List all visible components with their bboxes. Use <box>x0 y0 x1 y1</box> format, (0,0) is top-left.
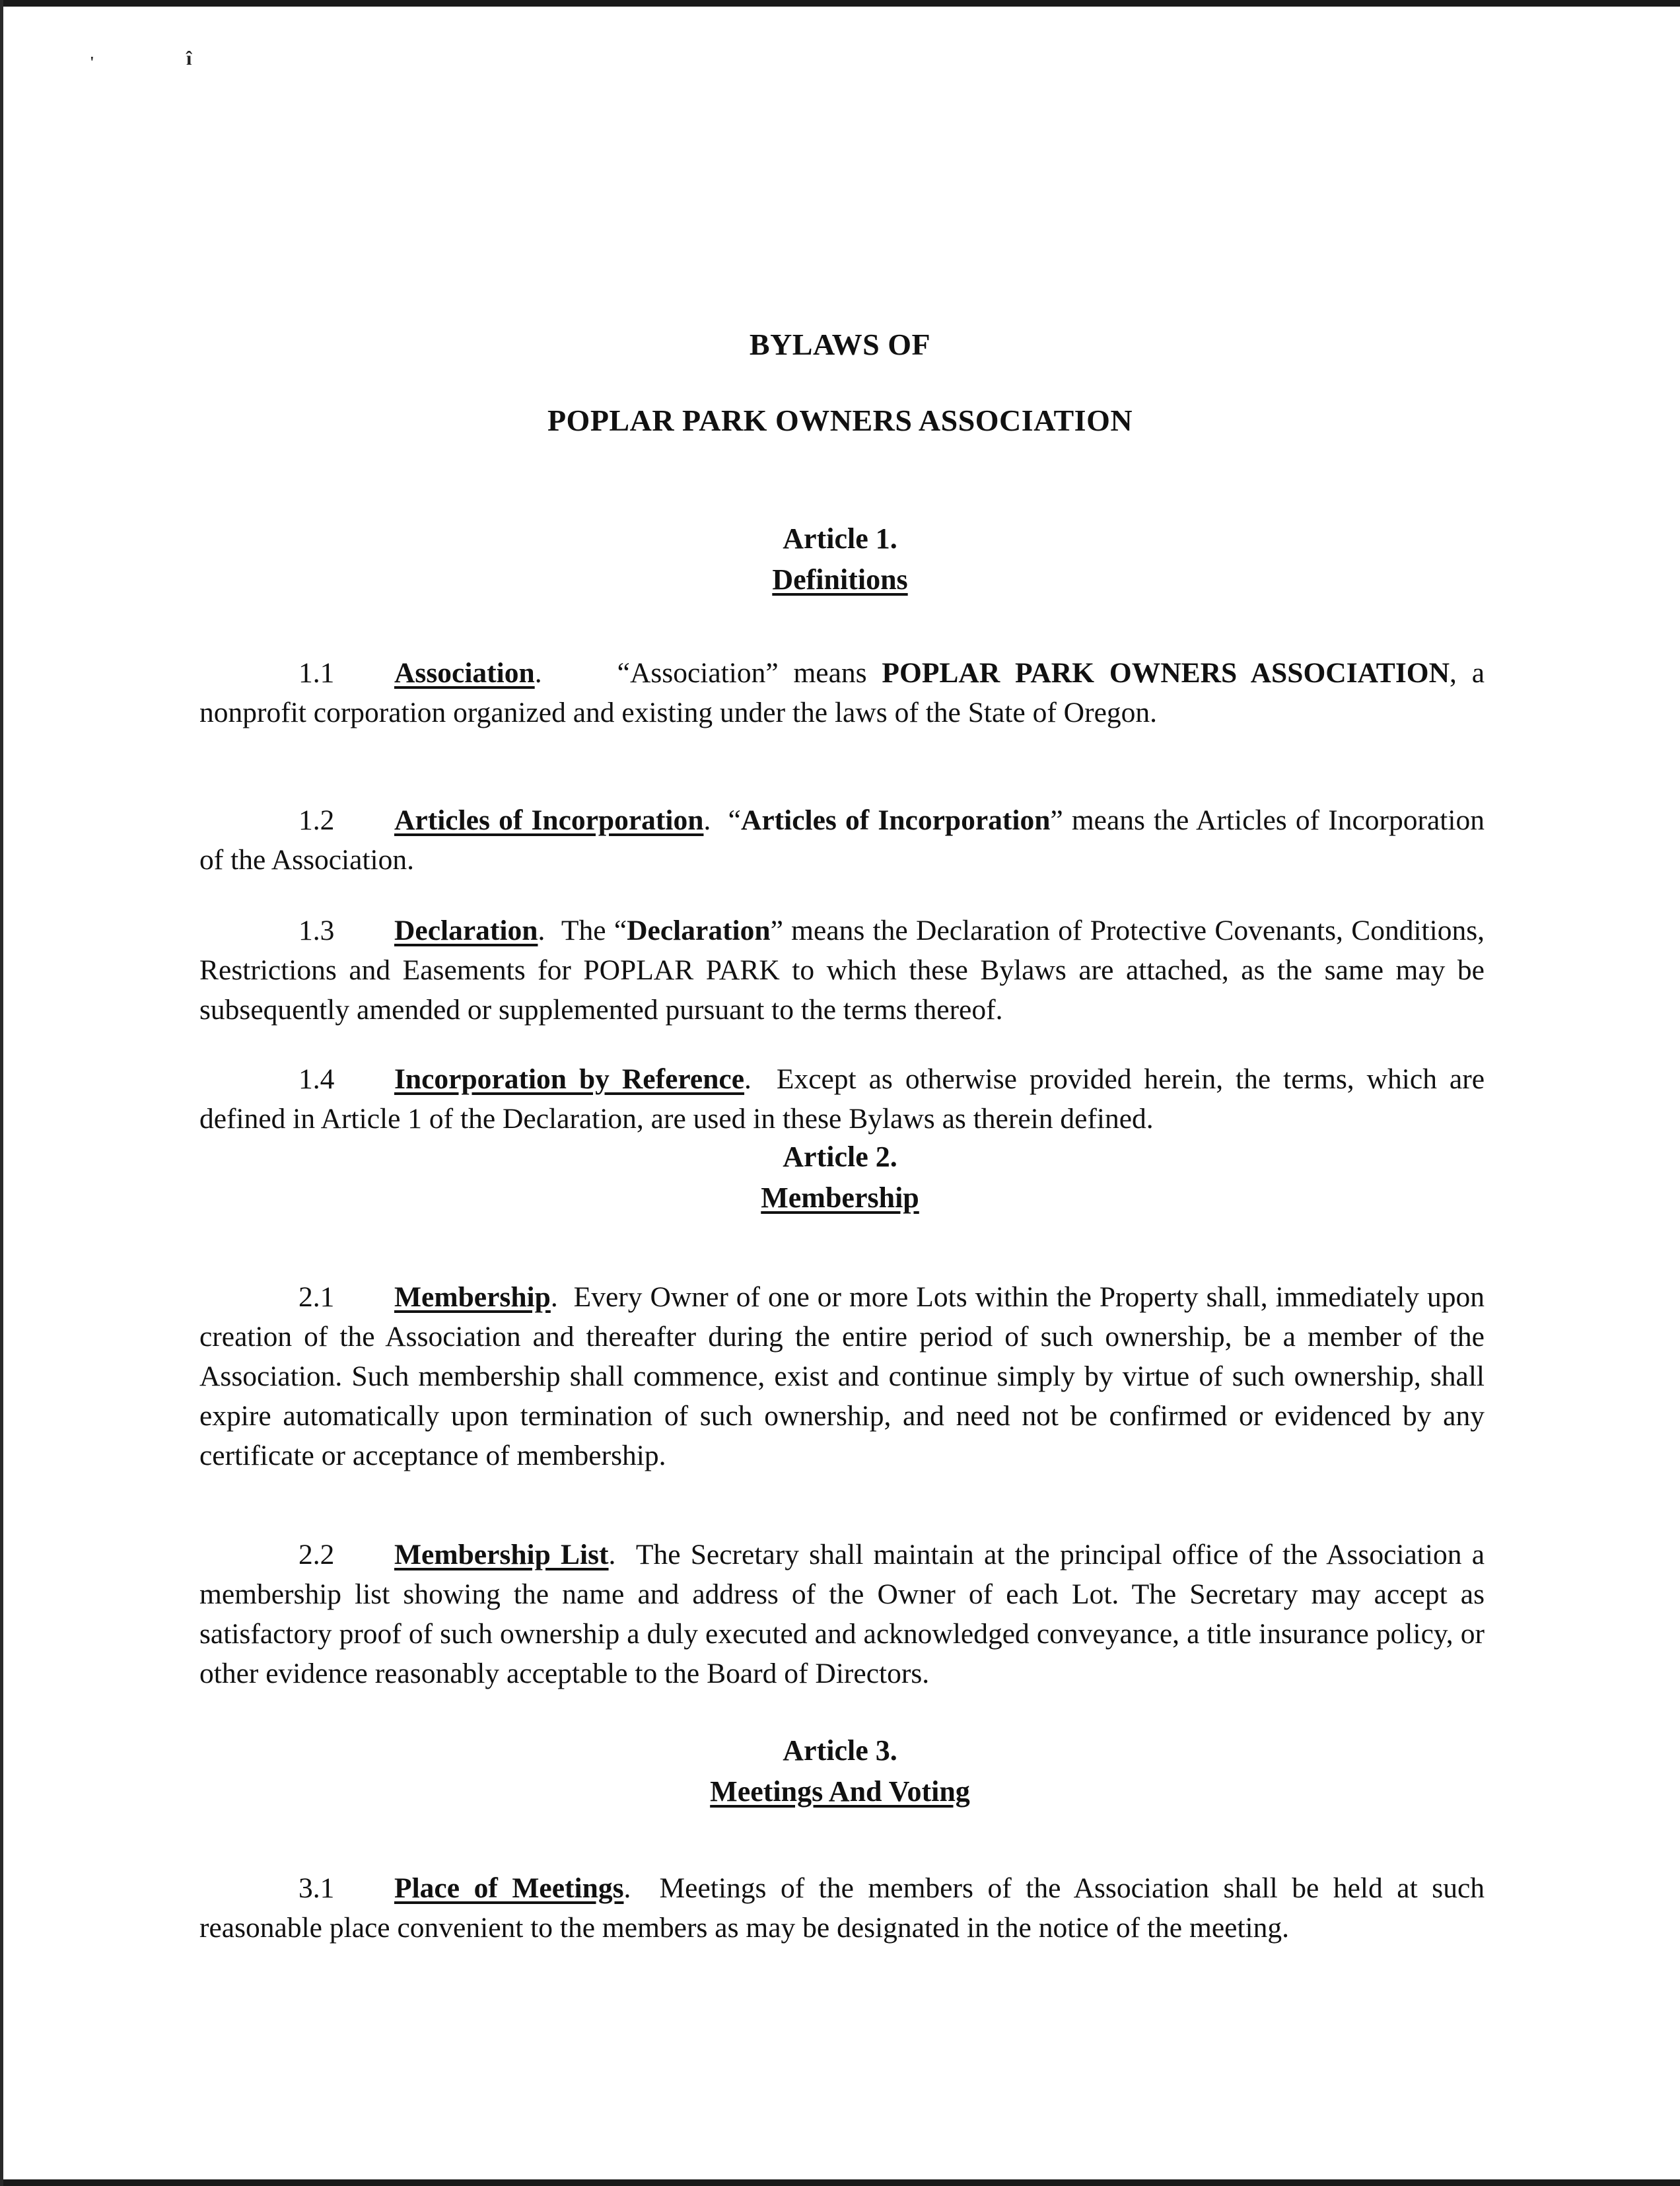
section-number: 1.2 <box>298 804 335 836</box>
section-text: The “ <box>561 914 627 946</box>
corner-mark: î <box>186 48 192 69</box>
section-paragraph: 2.1 Membership. Every Owner of one or more Lots within the Property shall, immediately upon creation of the Association and thereafter during the entire period of such ownership, be a member of the Association. Such membership shall commence, exist and continue simply by virtue of such ownership, shall expire automatically upon termination of such ownership, and need not be confirmed or evidenced by any certificate or acceptance of membership. <box>199 1277 1485 1475</box>
section-number: 2.2 <box>298 1538 335 1570</box>
section-label: Membership List <box>394 1538 609 1570</box>
section-text: The Secretary shall maintain at the principal office of the Association a membership list showing the name and address of the Owner of each Lot. The Secretary may accept as satisfactory proof of such ownership a duly executed and acknowledged conveyance, a title insurance policy, or other evidence reasonably acceptable to the Board of Directors. <box>199 1538 1485 1689</box>
section-paragraph: 1.4 Incorporation by Reference. Except as otherwise provided herein, the terms, which are defined in Article 1 of the Declaration, are used in these Bylaws as therein defined. <box>199 1059 1485 1139</box>
corner-mark: ' <box>90 54 94 71</box>
article-title: Membership <box>761 1181 919 1214</box>
scan-edge-top <box>0 0 1680 7</box>
section-paragraph: 1.1 Association. “Association” means POPLAR PARK OWNERS ASSOCIATION, a nonprofit corporation organized and existing under the laws of the State of Oregon. <box>199 653 1485 732</box>
article-title: Meetings And Voting <box>710 1775 970 1808</box>
section-number: 2.1 <box>298 1281 335 1313</box>
section-text: Except as otherwise provided herein, the terms, which are defined in Article 1 of the Declaration, are used in these Bylaws as therein defined. <box>199 1063 1485 1135</box>
section-number: 1.3 <box>298 914 335 946</box>
article-title: Definitions <box>772 563 908 596</box>
section-text: , a nonprofit corporation organized and existing under the laws of the State of Oregon. <box>199 656 1485 728</box>
section-text: Meetings of the members of the Association shall be held at such reasonable place convenient to the members as may be designated in the notice of the meeting. <box>199 1872 1485 1944</box>
section-label: Membership <box>394 1281 551 1313</box>
document-title: BYLAWS OF <box>749 328 931 361</box>
section-label: Declaration <box>394 914 538 946</box>
section-paragraph: 1.2 Articles of Incorporation. “Articles of Incorporation” means the Articles of Incorporation of the Association. <box>199 800 1485 880</box>
document-subtitle: POPLAR PARK OWNERS ASSOCIATION <box>547 404 1133 437</box>
defined-term: Articles of Incorporation <box>740 804 1051 836</box>
article-number: Article 3. <box>783 1734 897 1767</box>
article-number: Article 2. <box>783 1141 897 1173</box>
article-heading <box>0 1730 1680 1812</box>
section-paragraph: 3.1 Place of Meetings. Meetings of the members of the Association shall be held at such reasonable place convenient to the members as may be designated in the notice of the meeting. <box>199 1868 1485 1948</box>
article-number: Article 1. <box>783 522 897 555</box>
section-text: ” means the Declaration of Protective Covenants, Conditions, Restrictions and Easements for POPLAR PARK to which these Bylaws are attached, as the same may be subsequently amended or supplemented pursuant to the terms thereof. <box>199 914 1485 1026</box>
section-text: ” means the Articles of Incorporation of the Association. <box>199 804 1485 876</box>
section-label: Place of Meetings <box>394 1872 624 1904</box>
section-label: Incorporation by Reference <box>394 1063 745 1095</box>
defined-term: Declaration <box>627 914 771 946</box>
section-number: 1.4 <box>298 1063 335 1095</box>
section-paragraph: 1.3 Declaration. The “Declaration” means the Declaration of Protective Covenants, Conditions, Restrictions and Easements for POPLAR PARK to which these Bylaws are attached, as the same may be subsequently amended or supplemented pursuant to the terms thereof. <box>199 911 1485 1030</box>
section-paragraph: 2.2 Membership List. The Secretary shall maintain at the principal office of the Association a membership list showing the name and address of the Owner of each Lot. The Secretary may accept as satisfactory proof of such ownership a duly executed and acknowledged conveyance, a title insurance policy, or other evidence reasonably acceptable to the Board of Directors. <box>199 1535 1485 1693</box>
article-heading <box>0 518 1680 600</box>
section-text: “ <box>728 804 741 836</box>
section-text: ” means <box>765 656 882 689</box>
scan-edge-bottom <box>0 2179 1680 2186</box>
section-text: Every Owner of one or more Lots within the Property shall, immediately upon creation of the Association and thereafter during the entire period of such ownership, be a member of the Association. Such membership shall commence, exist and continue simply by virtue of such ownership, shall expire automatically upon termination of such ownership, and need not be confirmed or evidenced by any certificate or acceptance of membership. <box>199 1281 1485 1471</box>
defined-term: Association <box>629 656 766 689</box>
section-number: 1.1 <box>298 656 335 689</box>
section-number: 3.1 <box>298 1872 335 1904</box>
section-label: Articles of Incorporation <box>394 804 704 836</box>
defined-term: POPLAR PARK OWNERS ASSOCIATION <box>882 656 1450 689</box>
article-heading <box>0 1137 1680 1218</box>
section-text: “ <box>617 656 630 689</box>
section-label: Association <box>394 656 535 689</box>
